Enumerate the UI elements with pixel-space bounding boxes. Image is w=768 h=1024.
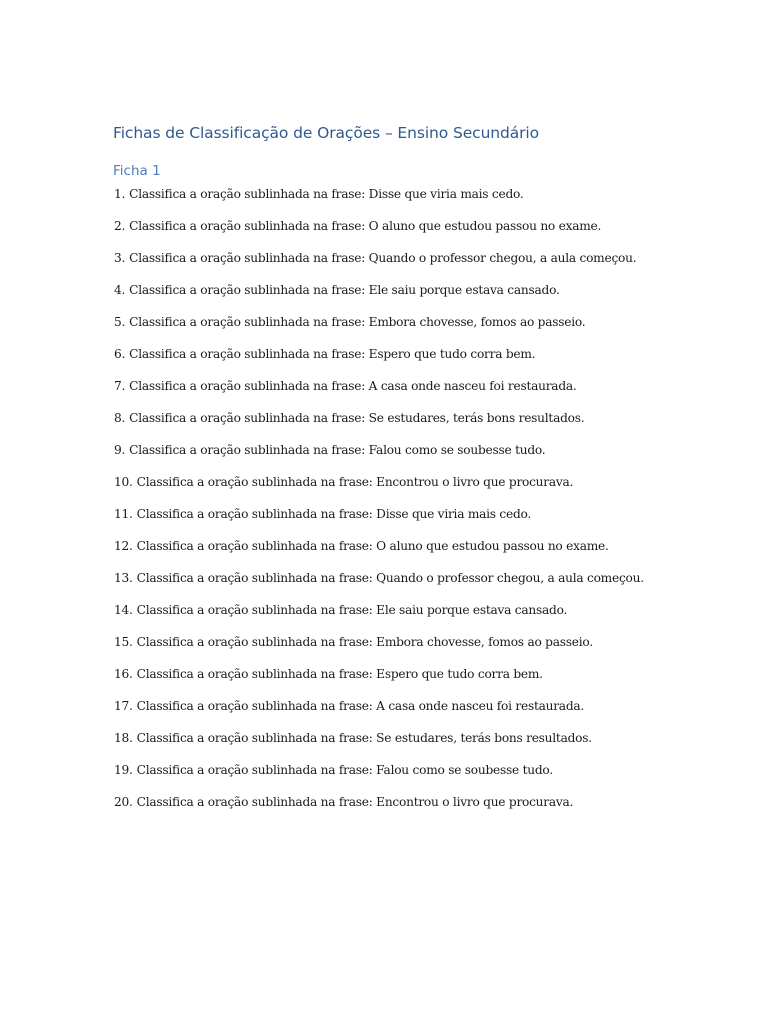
question-text: Classifica a oração sublinhada na frase: Se estudares, terás bons resultados.	[136, 731, 592, 745]
question-text: Classifica a oração sublinhada na frase: Espero que tudo corra bem.	[129, 347, 536, 361]
question-item	[114, 536, 644, 568]
question-text: Classifica a oração sublinhada na frase: A casa onde nasceu foi restaurada.	[136, 699, 585, 713]
question-text: Classifica a oração sublinhada na frase: Falou como se soubesse tudo.	[136, 763, 553, 777]
question-number: 8.	[114, 411, 126, 425]
question-number: 3.	[114, 251, 126, 265]
question-item	[114, 728, 644, 760]
question-item	[114, 440, 644, 472]
question-text: Classifica a oração sublinhada na frase: Disse que viria mais cedo.	[129, 187, 524, 201]
question-item	[114, 792, 644, 824]
question-number: 1.	[114, 187, 126, 201]
question-number: 20.	[114, 795, 133, 809]
question-text: Classifica a oração sublinhada na frase: Espero que tudo corra bem.	[136, 667, 543, 681]
question-number: 4.	[114, 283, 126, 297]
question-text: Classifica a oração sublinhada na frase: Quando o professor chegou, a aula começou.	[136, 571, 644, 585]
question-item	[114, 184, 644, 216]
question-number: 10.	[114, 475, 133, 489]
question-item	[114, 248, 644, 280]
question-item	[114, 600, 644, 632]
question-item	[114, 664, 644, 696]
question-item	[114, 632, 644, 664]
question-item	[114, 760, 644, 792]
question-number: 13.	[114, 571, 133, 585]
question-number: 5.	[114, 315, 126, 329]
question-number: 2.	[114, 219, 126, 233]
question-item	[114, 280, 644, 312]
question-list	[114, 184, 644, 824]
question-item	[114, 376, 644, 408]
question-text: Classifica a oração sublinhada na frase: O aluno que estudou passou no exame.	[136, 539, 609, 553]
question-text: Classifica a oração sublinhada na frase: O aluno que estudou passou no exame.	[129, 219, 602, 233]
question-number: 11.	[114, 507, 133, 521]
question-number: 12.	[114, 539, 133, 553]
question-text: Classifica a oração sublinhada na frase: Falou como se soubesse tudo.	[129, 443, 546, 457]
section-heading: Ficha 1	[113, 163, 161, 179]
question-text: Classifica a oração sublinhada na frase: Ele saiu porque estava cansado.	[136, 603, 568, 617]
question-item	[114, 216, 644, 248]
question-number: 16.	[114, 667, 133, 681]
question-item	[114, 696, 644, 728]
question-text: Classifica a oração sublinhada na frase: Quando o professor chegou, a aula começou.	[129, 251, 637, 265]
question-number: 15.	[114, 635, 133, 649]
question-text: Classifica a oração sublinhada na frase: Embora chovesse, fomos ao passeio.	[136, 635, 593, 649]
question-item	[114, 472, 644, 504]
question-text: Classifica a oração sublinhada na frase: Encontrou o livro que procurava.	[136, 795, 574, 809]
question-number: 18.	[114, 731, 133, 745]
question-number: 14.	[114, 603, 133, 617]
question-text: Classifica a oração sublinhada na frase: Ele saiu porque estava cansado.	[129, 283, 560, 297]
question-item	[114, 504, 644, 536]
question-text: Classifica a oração sublinhada na frase: A casa onde nasceu foi restaurada.	[129, 379, 577, 393]
question-text: Classifica a oração sublinhada na frase: Disse que viria mais cedo.	[136, 507, 532, 521]
question-text: Classifica a oração sublinhada na frase: Encontrou o livro que procurava.	[136, 475, 574, 489]
question-number: 17.	[114, 699, 133, 713]
question-number: 19.	[114, 763, 133, 777]
question-item	[114, 312, 644, 344]
question-text: Classifica a oração sublinhada na frase: Se estudares, terás bons resultados.	[129, 411, 585, 425]
question-item	[114, 408, 644, 440]
question-item	[114, 344, 644, 376]
document-title: Fichas de Classificação de Orações – Ensino Secundário	[113, 124, 540, 142]
question-number: 6.	[114, 347, 126, 361]
question-number: 9.	[114, 443, 126, 457]
question-item	[114, 568, 644, 600]
question-number: 7.	[114, 379, 126, 393]
question-text: Classifica a oração sublinhada na frase: Embora chovesse, fomos ao passeio.	[129, 315, 586, 329]
